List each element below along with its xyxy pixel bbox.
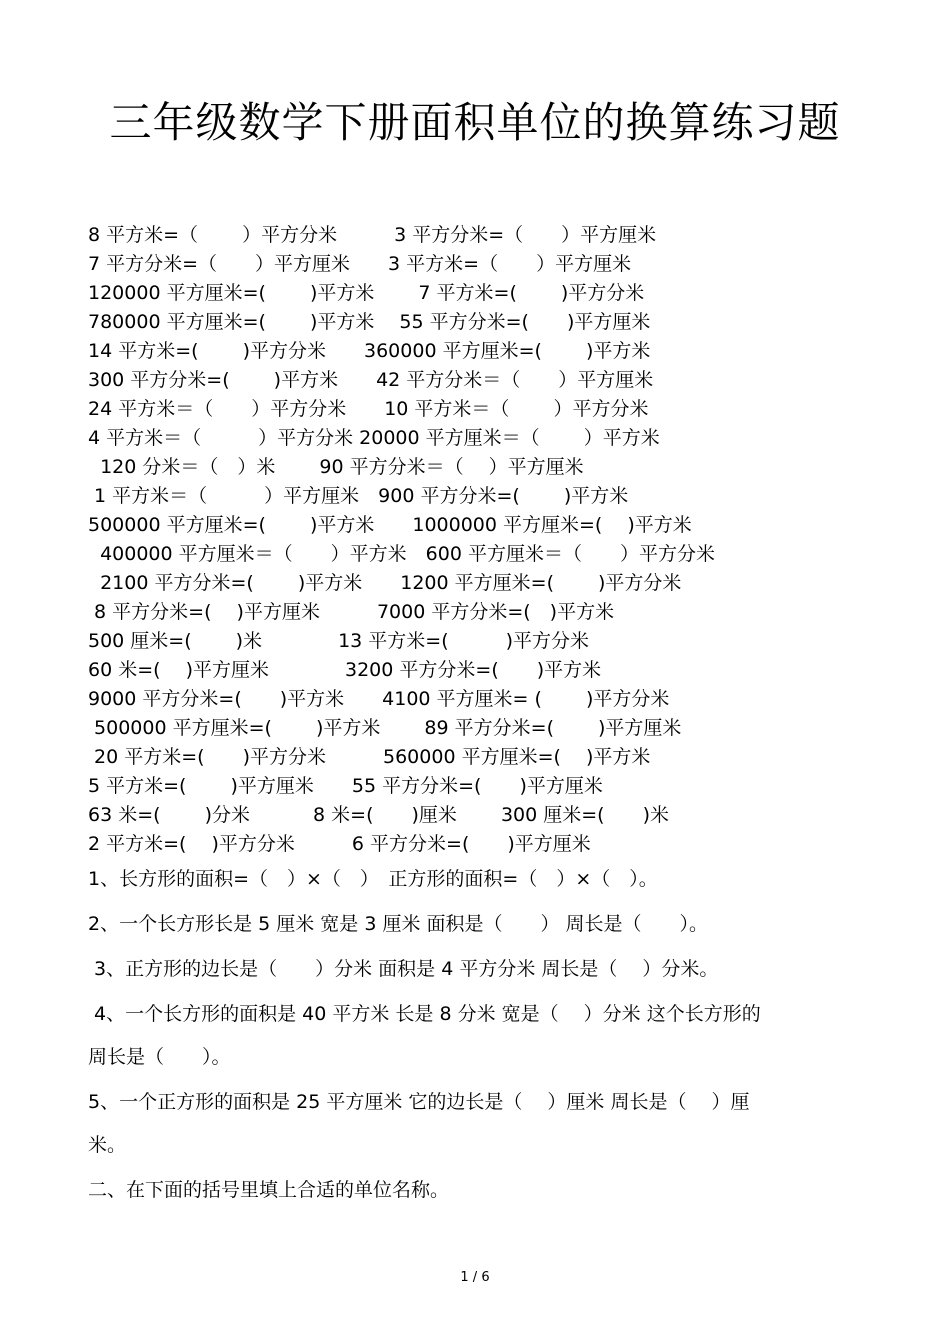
question-3: 3、正方形的边长是（ ）分米 面积是 4 平方分米 周长是（ ）分米。 (88, 958, 719, 980)
exercise-line: 1 平方米＝（ ）平方厘米 900 平方分米=( )平方米 (88, 485, 629, 507)
exercise-line: 14 平方米=( )平方分米 360000 平方厘米=( )平方米 (88, 340, 651, 362)
exercise-line: 9000 平方分米=( )平方米 4100 平方厘米= ( )平方分米 (88, 688, 670, 710)
exercise-line: 7 平方分米=（ ）平方厘米 3 平方米=（ ）平方厘米 (88, 253, 632, 275)
exercise-line: 300 平方分米=( )平方米 42 平方分米＝（ ）平方厘米 (88, 369, 654, 391)
section-2-heading: 二、在下面的括号里填上合适的单位名称。 (88, 1179, 450, 1201)
conversion-exercises (88, 221, 888, 859)
question-1: 1、长方形的面积=（ ）×（ ） 正方形的面积=（ ）×（ ）。 (88, 868, 658, 890)
question-4-line-2: 周长是（ ）。 (88, 1046, 231, 1068)
exercise-line: 8 平方米=（ ）平方分米 3 平方分米=（ ）平方厘米 (88, 224, 657, 246)
word-problems (88, 858, 860, 1212)
question-2: 2、一个长方形长是 5 厘米 宽是 3 厘米 面积是（ ） 周长是（ ）。 (88, 913, 709, 935)
exercise-line: 400000 平方厘米＝（ ）平方米 600 平方厘米＝（ ）平方分米 (88, 543, 715, 565)
exercise-line: 20 平方米=( )平方分米 560000 平方厘米=( )平方米 (88, 746, 651, 768)
exercise-line: 5 平方米=( )平方厘米 55 平方分米=( )平方厘米 (88, 775, 603, 797)
exercise-line: 2 平方米=( )平方分米 6 平方分米=( )平方厘米 (88, 833, 591, 855)
exercise-line: 120000 平方厘米=( )平方米 7 平方米=( )平方分米 (88, 282, 645, 304)
exercise-line: 500 厘米=( )米 13 平方米=( )平方分米 (88, 630, 590, 652)
exercise-line: 120 分米＝（ ）米 90 平方分米＝（ ）平方厘米 (88, 456, 584, 478)
question-4-line-1: 4、一个长方形的面积是 40 平方米 长是 8 分米 宽是（ ）分米 这个长方形的 (88, 1003, 761, 1025)
page-number: 1 / 6 (460, 1270, 490, 1285)
exercise-line: 4 平方米＝（ ）平方分米 20000 平方厘米＝（ ）平方米 (88, 427, 660, 449)
exercise-line: 2100 平方分米=( )平方米 1200 平方厘米=( )平方分米 (88, 572, 682, 594)
exercise-line: 8 平方分米=( )平方厘米 7000 平方分米=( )平方米 (88, 601, 615, 623)
exercise-line: 60 米=( )平方厘米 3200 平方分米=( )平方米 (88, 659, 602, 681)
page-title: 三年级数学下册面积单位的换算练习题 (109, 98, 841, 147)
question-5-line-1: 5、一个正方形的面积是 25 平方厘米 它的边长是（ ）厘米 周长是（ ）厘 (88, 1091, 750, 1113)
exercise-line: 780000 平方厘米=( )平方米 55 平方分米=( )平方厘米 (88, 311, 651, 333)
question-5-line-2: 米。 (88, 1134, 127, 1156)
exercise-line: 24 平方米＝（ ）平方分米 10 平方米＝（ ）平方分米 (88, 398, 649, 420)
exercise-line: 500000 平方厘米=( )平方米 89 平方分米=( )平方厘米 (88, 717, 682, 739)
exercise-line: 500000 平方厘米=( )平方米 1000000 平方厘米=( )平方米 (88, 514, 692, 536)
exercise-line: 63 米=( )分米 8 米=( )厘米 300 厘米=( )米 (88, 804, 670, 826)
